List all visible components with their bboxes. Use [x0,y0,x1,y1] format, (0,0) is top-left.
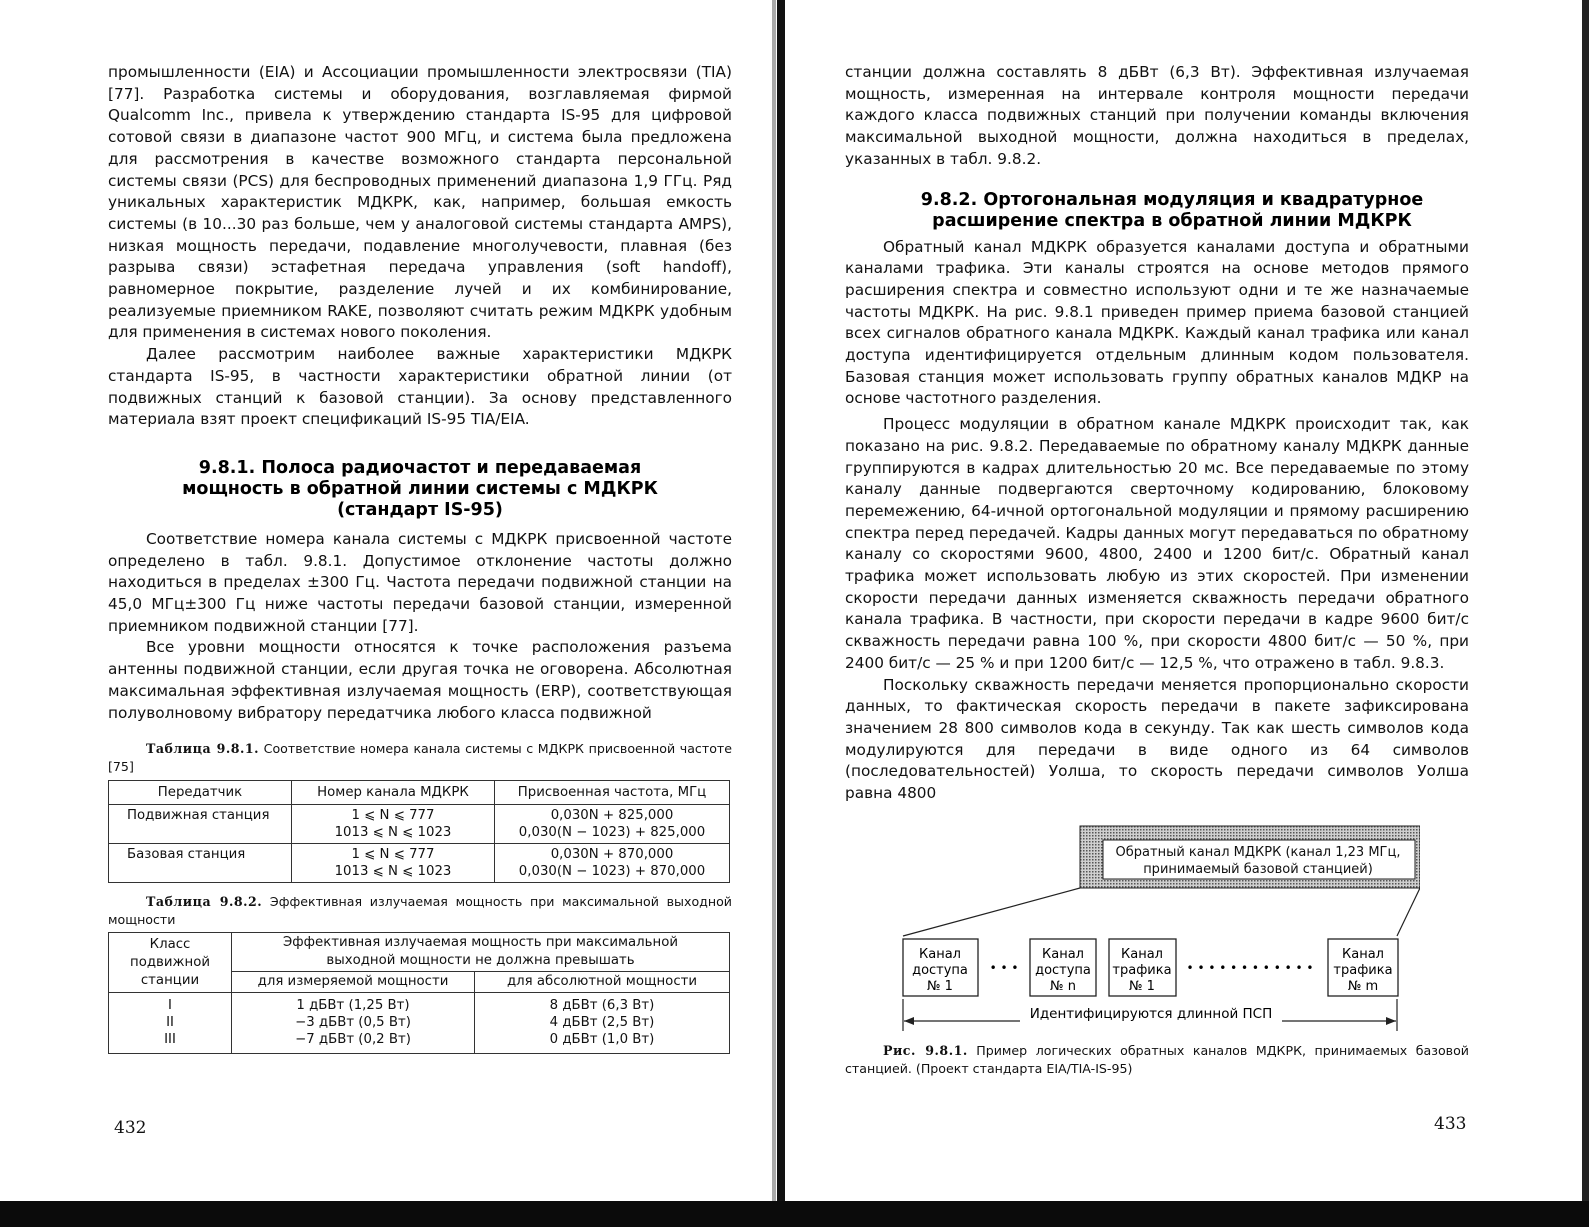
page-number: 432 [114,1118,147,1138]
cell-line: 0,030(N − 1023) + 870,000 [518,864,706,880]
channel-label: Канал [1342,947,1384,962]
paragraph: Все уровни мощности относятся к точке расположения разъема антенны подвижной станции, если другая точка не оговорена. Абсолютная максимальная эффективная излучаемая мощность (ERP), соответствующая полуволновому вибратору передатчика любого класса подвижной [108,638,732,722]
ellipsis-short: • • • [989,961,1019,975]
section-heading-9-8-2 [845,190,1469,232]
cell-line: 1013 ⩽ N ⩽ 1023 [334,864,452,880]
page-number: 433 [1434,1114,1467,1134]
table-row [109,993,730,1054]
table-header-cell: Передатчик [109,781,292,805]
channel-label: Канал [1042,947,1084,962]
cell-line: станции [140,972,200,988]
table-header-cell: для измеряемой мощности [232,972,475,993]
table-cell [495,844,730,883]
arrowhead-right [1386,1017,1396,1025]
cell-line: 1 дБВт (1,25 Вт) [296,998,410,1014]
figure-reverse-channels-diagram [900,823,1420,1048]
left-page [0,0,785,1227]
cell-line: 1 ⩽ N ⩽ 777 [351,847,435,863]
fan-line-right [1397,888,1420,936]
table-caption-label: Таблица 9.8.2. [146,894,263,910]
table-header-cell [109,933,232,993]
paragraph: Поскольку скважность передачи меняется пропорционально скорости данных, то фактическая скорость передачи в пакете зафиксирована значением 28 800 символов кода в секунду. Так как шесть символов кода модулируются для передачи в виде одного из 64 символов (последовательностей) Уолша, то скорость передачи символов Уолша равна 4800 [845,675,1469,803]
paragraph: промышленности (EIA) и Ассоциации промышленности электросвязи (TIA) [77]. Разработка системы и оборудования, возглавляемая фирмой Qualcomm Inc., привела к утверждению стандарта IS-95 для цифровой сотовой связи в диапазоне частот 900 МГц, и система была предложена для рассмотрения в качестве возможного стандарта персональной системы связи (PCS) для беспроводных применений диапазона 1,9 ГГц. Ряд уникальных характеристик МДКРК, как, например, большая емкость системы (в 10...30 раз больше, чем у аналоговой системы стандарта AMPS), низкая мощность передачи, подавление многолучевости, плавная (без разрыва связи) эстафетная передача управления (soft handoff), равномерное покрытие, разделение лучей и их комбинирование, реализуемые приемником RAKE, позволяют считать режим МДКРК удобным для применения в системах нового поколения. [108,63,732,342]
heading-line: 9.8.2. Ортогональная модуляция и квадратурное [920,189,1424,210]
fan-line-left [903,888,1080,936]
top-box-line: принимаемый базовой станцией) [1143,862,1373,877]
cell-line: −3 дБВт (0,5 Вт) [295,1015,411,1031]
span-label: Идентифицируются длинной ПСП [1029,1006,1273,1022]
cell-line: выходной мощности не должна превышать [326,953,635,969]
table-header-row [109,781,730,805]
arrowhead-left [904,1017,914,1025]
table-header-cell: Присвоенная частота, МГц [495,781,730,805]
channel-label: Канал [1121,947,1163,962]
cell-line: подвижной [130,954,210,970]
scan-right-edge [1582,0,1589,1227]
figure-caption-text: Пример логических обратных каналов МДКРК, принимаемых базовой станцией. (Проект стандарта EIA/TIA-IS-95) [845,1043,1469,1076]
cell-line: I [168,998,172,1014]
paragraph: Соответствие номера канала системы с МДКРК присвоенной частоте определено в табл. 9.8.1. Допустимое отклонение частоты должно находиться в пределах ±300 Гц. Частота передачи подвижной станции на 45,0 МГц±300 Гц ниже частоты передачи базовой станции, измеренной приемником подвижной станции [77]. [108,529,732,635]
heading-line: 9.8.1. Полоса радиочастот и передаваемая [198,457,642,478]
channel-label: трафика [1333,963,1393,978]
table-header-cell [232,933,730,972]
channel-label: трафика [1112,963,1172,978]
left-text-column [108,62,732,1054]
cell-line: Эффективная излучаемая мощность при максимальной [283,935,678,951]
table-cell: Базовая станция [109,844,292,883]
cell-line: III [164,1032,176,1048]
right-text-column [845,62,1469,805]
table-header-cell: для абсолютной мощности [475,972,730,993]
cell-line: 0,030(N − 1023) + 825,000 [518,825,706,841]
cell-line: 4 дБВт (2,5 Вт) [549,1015,655,1031]
table-caption-text: Эффективная излучаемая мощность при максимальной выходной мощности [108,894,732,928]
paragraph: Процесс модуляции в обратном канале МДКРК происходит так, как показано на рис. 9.8.2. Передаваемые по обратному каналу МДКРК данные группируются в кадрах длительностью 20 мс. Все передаваемые по этому каналу данные подвергаются сверточному кодированию, блоковому перемежению, 64-ичной ортогональной модуляции и прямому расширению спектра перед передачей. Кадры данных могут передаваться по обратному каналу со скоростями 9600, 4800, 2400 и 1200 бит/с. Обратный канал трафика может использовать любую из этих скоростей. При изменении скорости передачи данных изменяется скважность передачи обратного канала трафика. В частности, при скорости передачи в кадре 9600 бит/с скважность передачи равна 100 %, при скорости 4800 бит/с — 50 %, при 2400 бит/с — 25 % и при 1200 бит/с — 12,5 %, что отражено в табл. 9.8.3. [845,415,1469,672]
channel-label: № 1 [1129,979,1155,994]
table-cell [495,805,730,844]
table-cell [475,993,730,1054]
top-box-line: Обратный канал МДКРК (канал 1,23 МГц, [1115,845,1401,860]
paragraph: Обратный канал МДКРК образуется каналами доступа и обратными каналами трафика. Эти каналы строятся на основе методов прямого расширения спектра и совместно используют одни и те же назначаемые частоты МДКРК. На рис. 9.8.1 приведен пример приема базовой станцией всех сигналов обратного канала МДКРК. Каждый канал трафика или канал доступа идентифицируется отдельным длинным кодом пользователя. Базовая станция может использовать группу обратных каналов МДКР на основе частотного разделения. [845,237,1469,408]
cell-line: 1013 ⩽ N ⩽ 1023 [334,825,452,841]
book-spine [772,0,790,1227]
cell-line: 8 дБВт (6,3 Вт) [549,998,655,1014]
channel-label: доступа [912,963,968,978]
cell-line: 0,030N + 825,000 [550,808,674,824]
channel-label: доступа [1035,963,1091,978]
table-cell [232,993,475,1054]
channel-label: № m [1347,979,1379,994]
ellipsis-long: • • • • • • • • • • • • [1186,961,1314,975]
table-row [109,805,730,844]
heading-line: (стандарт IS-95) [337,499,503,520]
channel-label: № n [1050,979,1076,994]
figure-caption [845,1042,1469,1078]
channel-label: № 1 [927,979,953,994]
figure-caption-label: Рис. 9.8.1. [883,1043,968,1058]
cell-line: 0 дБВт (1,0 Вт) [549,1032,655,1048]
table-cell [109,993,232,1054]
heading-line: мощность в обратной линии системы с МДКРК [182,478,658,499]
cell-line: II [166,1015,174,1031]
cell-line: −7 дБВт (0,2 Вт) [295,1032,411,1048]
scan-bottom-edge [0,1201,1589,1227]
right-page [795,0,1589,1227]
section-heading-9-8-1 [108,458,732,521]
table-cell: Подвижная станция [109,805,292,844]
table-caption-label: Таблица 9.8.1. [146,741,260,757]
table-header-row [109,933,730,972]
table-header-cell: Номер канала МДКРК [292,781,495,805]
table-caption-text: Соответствие номера канала системы с МДКРК присвоенной частоте [75] [108,741,732,775]
table-row [109,844,730,883]
table-9-8-1 [108,780,730,883]
heading-line: расширение спектра в обратной линии МДКРК [932,210,1412,231]
cell-line: 0,030N + 870,000 [550,847,674,863]
paragraph: Далее рассмотрим наиболее важные характеристики МДКРК стандарта IS-95, в частности характеристики обратной линии (от подвижных станций к базовой станции). За основу представленного материала взят проект спецификаций IS-95 TIA/EIA. [108,345,732,429]
table-9-8-2 [108,932,730,1054]
table-caption-9-8-2 [108,893,732,929]
table-caption-9-8-1 [108,740,732,776]
paragraph: станции должна составлять 8 дБВт (6,3 Вт). Эффективная излучаемая мощность, измеренная на интервале контроля мощности передачи каждого класса подвижных станций при получении команды включения максимальной выходной мощности, должна находиться в пределах, указанных в табл. 9.8.2. [845,63,1469,168]
cell-line: Класс [149,936,191,952]
table-cell [292,805,495,844]
cell-line: 1 ⩽ N ⩽ 777 [351,808,435,824]
table-cell [292,844,495,883]
channel-label: Канал [919,947,961,962]
